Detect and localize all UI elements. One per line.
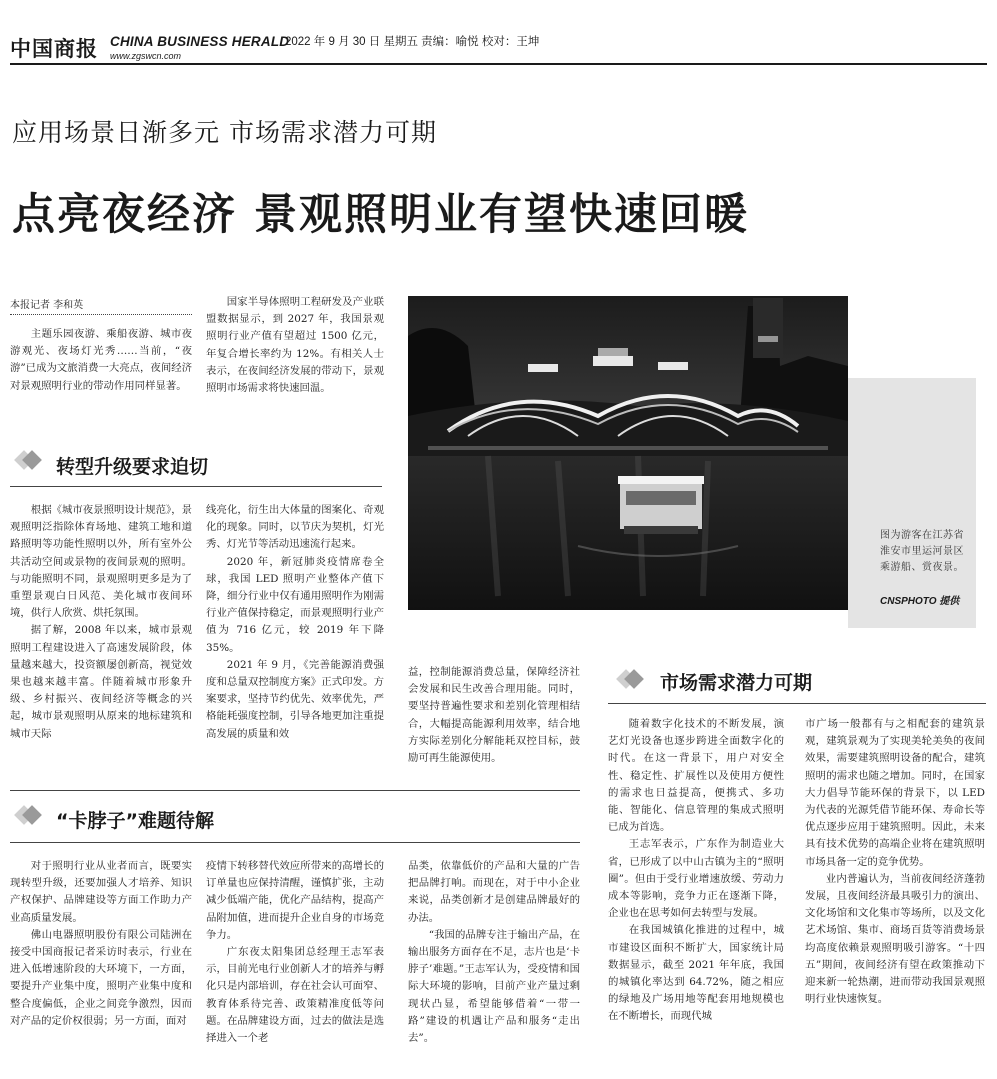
section-rule — [608, 703, 986, 704]
paragraph: 在我国城镇化推进的过程中，城市建设区面积不断扩大，国家统计局数据显示，截至 2021 年年底，我国的城镇化率达到 64.72%，随之相应的绿地及广场用地等配套用地规模也在不断增长，而现代城 — [608, 924, 784, 1023]
section-heading-bottleneck: “卡脖子”难题待解 — [56, 810, 214, 832]
caption-panel — [848, 378, 976, 628]
section2-column2 — [206, 858, 384, 1047]
paragraph: 对于照明行业从业者而言，既要实现转型升级，还要加强人才培养、知识产权保护、品牌建设等方面工作助力产业高质量发展。 — [10, 860, 192, 924]
night-scene-photo — [408, 296, 848, 610]
paragraph: 2020 年，新冠肺炎疫情席卷全球，我国 LED 照明产业整体产值下降，细分行业中仅有通用照明作为刚需行业产值保持稳定，而景观照明行业产值为 716 亿元，较 2019 年下降 35%。 — [206, 555, 384, 654]
paragraph: 益，控制能源消费总量，保障经济社会发展和民生改善合理用能。同时，要坚持普遍性要求和差别化管理相结合，大幅提高能源利用效率，结合地方实际差别化分解能耗双控目标，鼓励可再生能源使用。 — [408, 666, 580, 765]
tour-boat — [618, 476, 704, 534]
byline: 本报记者 李和英 — [10, 300, 84, 311]
main-headline: 点亮夜经济 景观照明业有望快速回暖 — [12, 190, 749, 240]
masthead-english-title: CHINA BUSINESS HERALD — [110, 34, 290, 49]
photo-caption: 图为游客在江苏省淮安市里运河景区乘游船、赏夜景。 — [880, 530, 964, 573]
masthead-rule — [10, 63, 987, 65]
section1-column3 — [408, 664, 580, 767]
masthead-logo: 中国商报 — [10, 36, 98, 61]
diamond-icon — [610, 663, 650, 703]
section-rule — [10, 842, 580, 843]
section-heading-market: 市场需求潜力可期 — [660, 672, 813, 694]
section-rule — [10, 486, 382, 487]
diamond-icon — [8, 444, 48, 484]
paragraph: 据了解，2008 年以来，城市景观照明工程建设进入了高速发展阶段，体量越来越大，投资额屡创新高，视觉效果也越来越丰富。伴随着城市形象升级、乡村振兴、夜间经济等概念的兴起，城市景观照明从原来的地标建筑和城市天际 — [10, 624, 192, 740]
section1-column2 — [206, 502, 384, 743]
paragraph: 市广场一般都有与之相配套的建筑景观，建筑景观为了实现美轮美奂的夜间效果，需要建筑照明设备的配合，建筑照明的需求也随之增加。同时，在国家大力倡导节能环保的背景下，以 LED 为代表的光源凭借节能环保、寿命长等优点逐步应用于建筑照明。因此，未来具有技术优势的高端企业将在建筑照明市场具备一定的竞争优势。 — [805, 718, 985, 868]
paragraph: 2021 年 9 月，《完善能源消费强度和总量双控制度方案》正式印发。方案要求，坚持节约优先、效率优先，严格能耗强度控制，引导各地更加注重提高发展的质量和效 — [206, 658, 384, 740]
paragraph: 疫情下转移替代效应所带来的高增长的订单量也应保持清醒，谨慎扩张，主动减少低端产能，优化产品结构，提高产品附加值，进而提升企业自身的市场竞争力。 — [206, 860, 384, 941]
section1-column1 — [10, 502, 192, 743]
photo-credit: CNSPHOTO 提供 — [880, 596, 960, 607]
paragraph: “我国的品牌专注于输出产品，在输出服务方面存在不足，志片也是‘卡脖子’难题。”王志军认为，受疫情和国际大环境的影响，目前产业产量过剩现状凸显，希望能够借着“一带一路”建设的机遇让产品和服务“走出去”。 — [408, 928, 580, 1045]
paragraph: 品类，依靠低价的产品和大量的广告把品牌打响。而现在，对于中小企业来说，品类创新才是创建品牌最好的办法。 — [408, 860, 580, 924]
paragraph: 王志军表示，广东作为制造业大省，已形成了以中山古镇为主的“照明圈”。但由于受行业增速放缓、劳动力成本等影响，竞争力正在逐渐下降，企业也在思考如何去转型与发展。 — [608, 838, 784, 920]
paragraph: 线亮化，衍生出大体量的图案化、奇观化的现象。同时，以节庆为契机，灯光秀、灯光节等活动迅速流行起来。 — [206, 504, 384, 551]
sub-headline: 应用场景日渐多元 市场需求潜力可期 — [12, 118, 437, 147]
section2-column3 — [408, 858, 580, 1047]
diamond-icon — [8, 799, 48, 839]
intro-paragraph: 主题乐园夜游、乘船夜游、城市夜游观光、夜场灯光秀……当前，“夜游”已成为文旅消费一大亮点，夜间经济对景观照明行业的带动作用同样显著。 — [10, 328, 192, 392]
section2-column1 — [10, 858, 192, 1030]
paragraph: 业内普遍认为，当前夜间经济蓬勃发展，且夜间经济最具吸引力的演出、文化场馆和文化集市等场所，以及文化艺术场馆、集市、商场百货等消费场景均高度依赖景观照明吸引游客。“十四五”期间，夜间经济有望在政策推动下迎来新一轮热潮，进而带动我国景观照明行业快速恢复。 — [805, 872, 985, 1006]
paragraph: 广东夜太阳集团总经理王志军表示，目前光电行业创新人才的培养与孵化只是内部培训，存在社会认可面窄、教育体系待完善、政策精准度低等问题。在品牌建设方面，过去的做法是选择进入一个老 — [206, 946, 384, 1045]
section-heading-transformation: 转型升级要求迫切 — [56, 456, 209, 478]
intro-paragraph-2: 国家半导体照明工程研发及产业联盟数据显示，到 2027 年，我国景观照明行业产值有望超过 1500 亿元，年复合增长率约为 12%。有相关人士表示，在夜间经济发展的带动下，景观照明市场需求将快速回温。 — [206, 296, 384, 395]
byline-divider — [10, 314, 192, 315]
section3-column4 — [608, 716, 784, 1026]
date-editor-line: 2022 年 9 月 30 日 星期五 责编：喻悦 校对：王坤 — [285, 36, 540, 48]
section-rule — [10, 790, 580, 791]
paragraph: 随着数字化技术的不断发展，演艺灯光设备也逐步跨进全面数字化的时代。在这一背景下，用户对安全性、稳定性、扩展性以及使用方便性的需求也日益提高，便携式、多功能、智能化、信息管理的集成式照明已成为首选。 — [608, 718, 784, 834]
paragraph: 佛山电器照明股份有限公司陆洲在接受中国商报记者采访时表示，行业在进入低增速阶段的大环境下，一方面，要提升产业集中度，照明产业集中度和整合度偏低，企业之间竞争激烈，因而对产品的定价权很弱；另一方面，面对 — [10, 928, 192, 1027]
paragraph: 根据《城市夜景照明设计规范》，景观照明泛指除体育场地、建筑工地和道路照明等功能性照明以外，所有室外公共活动空间或景物的夜间景观的照明。与功能照明不同，景观照明更多是为了重塑景观白日风范、美化城市夜间环境，供行人欣赏、烘托氛围。 — [10, 504, 192, 620]
masthead-url: www.zgswcn.com — [110, 51, 182, 61]
section3-column5 — [805, 716, 985, 1008]
